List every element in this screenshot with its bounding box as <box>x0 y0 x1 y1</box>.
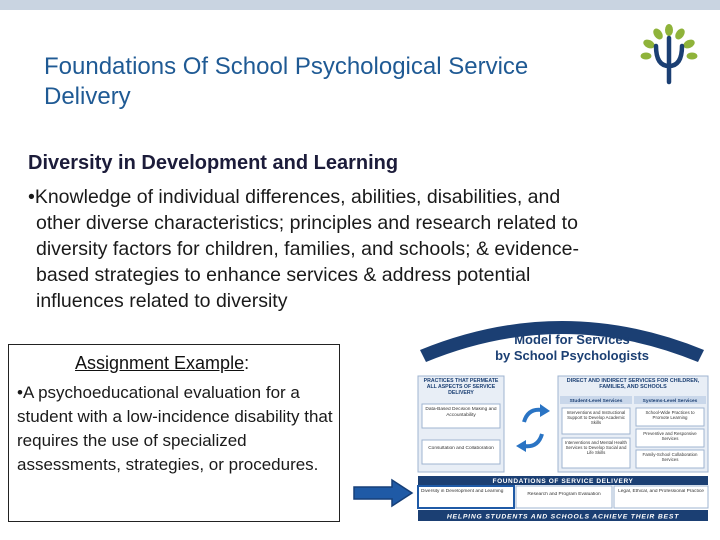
model-title-2: by School Psychologists <box>495 348 649 363</box>
slide-title: Foundations Of School Psychological Service Delivery <box>44 53 529 110</box>
knowledge-bullet <box>28 184 708 314</box>
foundation-item: Diversity in Development and Learning <box>421 489 504 494</box>
pointer-arrow-icon <box>352 478 414 508</box>
bullet-line: other diverse characteristics; principles and research related to <box>36 212 578 234</box>
model-title-1: Model for Services <box>514 332 630 347</box>
student-item: Interventions and Mental Health Services to Develop Social and Life Skills <box>565 440 627 456</box>
top-accent-bar <box>0 0 720 10</box>
bullet-line: •Knowledge of individual differences, abilities, disabilities, and <box>28 186 561 208</box>
right-header: DIRECT AND INDIRECT SERVICES FOR CHILDREN, FAMILIES, AND SCHOOLS <box>566 378 700 391</box>
student-item: Interventions and Instructional Support to Develop Academic Skills <box>566 410 626 426</box>
arrowhead-shape <box>516 440 526 452</box>
cycle-arrows-icon <box>524 410 542 447</box>
system-item: School-Wide Practices to Promote Learning <box>645 410 695 421</box>
assignment-body: •A psychoeducational evaluation for a student with a low-incidence disability that requires the use of specialized assessments, strategies, or procedures. <box>17 383 333 474</box>
psi-logo-icon <box>636 22 702 86</box>
foundations-label: FOUNDATIONS OF SERVICE DELIVERY <box>492 478 634 485</box>
left-item: Data-Based Decision Making and Accountability <box>425 407 497 418</box>
system-item: Family-School Collaboration Services <box>642 452 698 463</box>
left-header: PRACTICES THAT PERMEATE ALL ASPECTS OF SERVICE DELIVERY <box>423 378 499 396</box>
section-heading: Diversity in Development and Learning <box>28 152 399 174</box>
foundation-item: Legal, Ethical, and Professional Practice <box>618 489 704 494</box>
nasp-model-graphic <box>412 300 712 524</box>
footer-text: HELPING STUDENTS AND SCHOOLS ACHIEVE THEIR BEST <box>446 513 680 521</box>
bullet-line: diversity factors for children, families, and schools; & evidence- <box>36 238 579 260</box>
arc-text: NATIONAL ASSOCIATION OF SCHOOL PSYCHOLOGISTS <box>421 310 703 348</box>
left-item: Consultation and Collaboration <box>428 446 494 451</box>
system-item: Preventive and Responsive Services <box>643 431 697 442</box>
bullet-line: based strategies to enhance services & address potential <box>36 264 531 286</box>
student-header: Student-Level Services <box>569 399 623 404</box>
bullet-line: influences related to diversity <box>36 290 288 312</box>
foundation-item: Research and Program Evaluation <box>527 492 601 497</box>
system-header: Systems-Level Services <box>642 399 698 404</box>
assignment-title: Assignment Example: <box>75 353 250 373</box>
arrowhead-shape <box>540 404 550 417</box>
assignment-example-box <box>8 344 340 522</box>
